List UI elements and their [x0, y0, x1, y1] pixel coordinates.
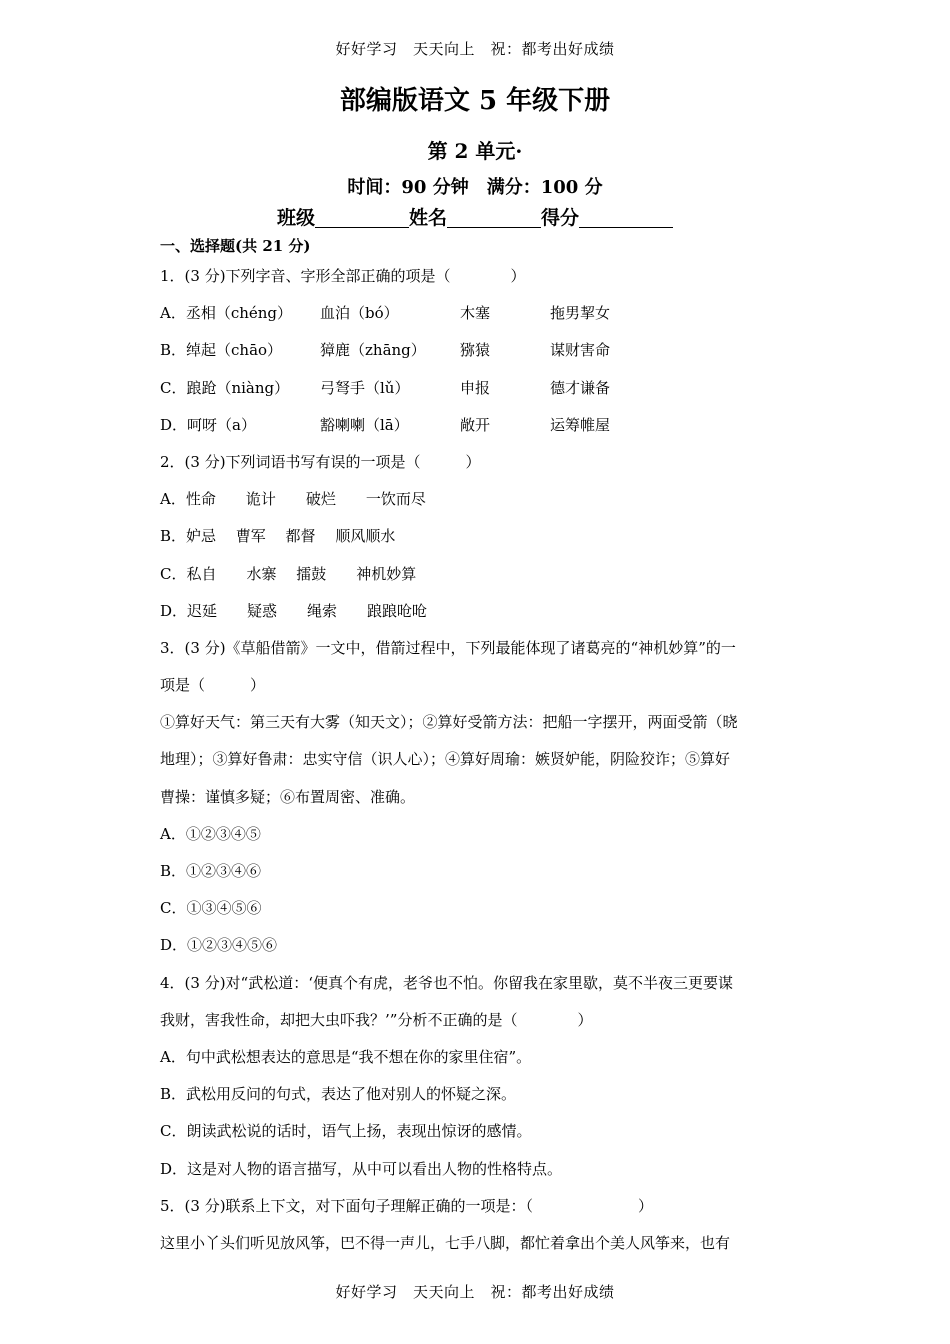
question-3-stem: 3．(3 分)《草船借箭》一文中，借箭过程中，下列最能体现了诸葛亮的“神机妙算”的一 [160, 638, 736, 657]
q3-option-d: D．①②③④⑤⑥ [160, 936, 278, 955]
name-blank [447, 207, 541, 228]
page-header: 好好学习 天天向上 祝：都考出好成绩 [335, 40, 615, 58]
q2-option-b: B．妒忌 曹军 都督 顺风顺水 [160, 527, 396, 546]
q1-option-d: D．呵呀（a） 豁喇喇（lā） 敞开 运筹帷屋 [160, 415, 611, 434]
q3-option-b: B．①②③④⑥ [160, 862, 262, 880]
score-blank [579, 207, 673, 228]
q3-passage: ①算好天气：第三天有大雾（知天文）；②算好受箭方法：把船一字摆开，两面受箭（晓 [160, 713, 738, 732]
name-label: 姓名 [408, 207, 447, 229]
question-4-stem: 4．(3 分)对“武松道：‘便真个有虎，老爷也不怕。你留我在家里歇，莫不半夜三更要谋 [160, 973, 733, 992]
exam-time-score [0, 173, 950, 199]
q1-option-a: A．丞相（chéng） 血泊（bó） 木塞 拖男挈女 [160, 304, 611, 323]
q4-option-a: A．句中武松想表达的意思是“我不想在你的家里住宿”。 [160, 1047, 532, 1066]
q2-option-d: D．迟延 疑惑 绳索 踉踉呛呛 [160, 601, 428, 620]
q3-passage: 曹操：谨慎多疑；⑥布置周密、准确。 [160, 787, 416, 806]
q2-option-c: C．私自 水寨 擂鼓 神机妙算 [160, 564, 417, 583]
question-5-stem: 5．(3 分)联系上下文，对下面句子理解正确的一项是：（ ） [160, 1196, 654, 1215]
q2-option-a: A．性命 诡计 破烂 一饮而尽 [160, 490, 426, 509]
q4-option-c: C．朗读武松说的话时，语气上扬，表现出惊讶的感情。 [160, 1122, 532, 1141]
document-title: 部编版语文 5 年级下册 [339, 86, 611, 116]
question-3-stem-cont: 项是（ ） [160, 676, 266, 695]
student-info-line [0, 203, 950, 230]
section-heading: 一、选择题(共 21 分) [160, 237, 311, 255]
question-2-stem: 2．(3 分)下列词语书写有误的一项是（ ） [160, 452, 481, 471]
full-score-label: 满分：100 分 [486, 177, 603, 198]
q3-option-a: A．①②③④⑤ [160, 824, 261, 843]
q5-passage: 这里小丫头们听见放风筝，巴不得一声儿，七手八脚，都忙着拿出个美人风筝来，也有 [160, 1233, 731, 1252]
q4-option-b: B．武松用反问的句式，表达了他对别人的怀疑之深。 [160, 1085, 517, 1104]
exam-content [160, 232, 792, 1266]
class-blank [315, 207, 409, 228]
q1-option-c: C．踉跄（niàng） 弓弩手（lǔ） 申报 德才谦备 [160, 378, 611, 397]
question-1-stem: 1．(3 分)下列字音、字形全部正确的项是（ ） [160, 267, 526, 285]
page-footer: 好好学习 天天向上 祝：都考出好成绩 [335, 1283, 615, 1301]
q1-option-b: B．绰起（chāo） 獐鹿（zhāng） 猕猿 谋财害命 [160, 341, 611, 360]
unit-heading: 第 2 单元· [427, 139, 523, 163]
question-4-stem-cont: 我财，害我性命，却把大虫吓我？’”分析不正确的是（ ） [160, 1010, 593, 1029]
q4-option-d: D．这是对人物的语言描写，从中可以看出人物的性格特点。 [160, 1159, 563, 1178]
q3-passage: 地理）；③算好鲁肃：忠实守信（识人心）；④算好周瑜：嫉贤妒能，阴险狡诈；⑤算好 [160, 750, 731, 769]
q3-option-c: C．①③④⑤⑥ [160, 899, 262, 918]
score-field-label: 得分 [541, 207, 580, 229]
time-label: 时间：90 分钟 [347, 177, 469, 198]
class-label: 班级 [276, 207, 315, 229]
